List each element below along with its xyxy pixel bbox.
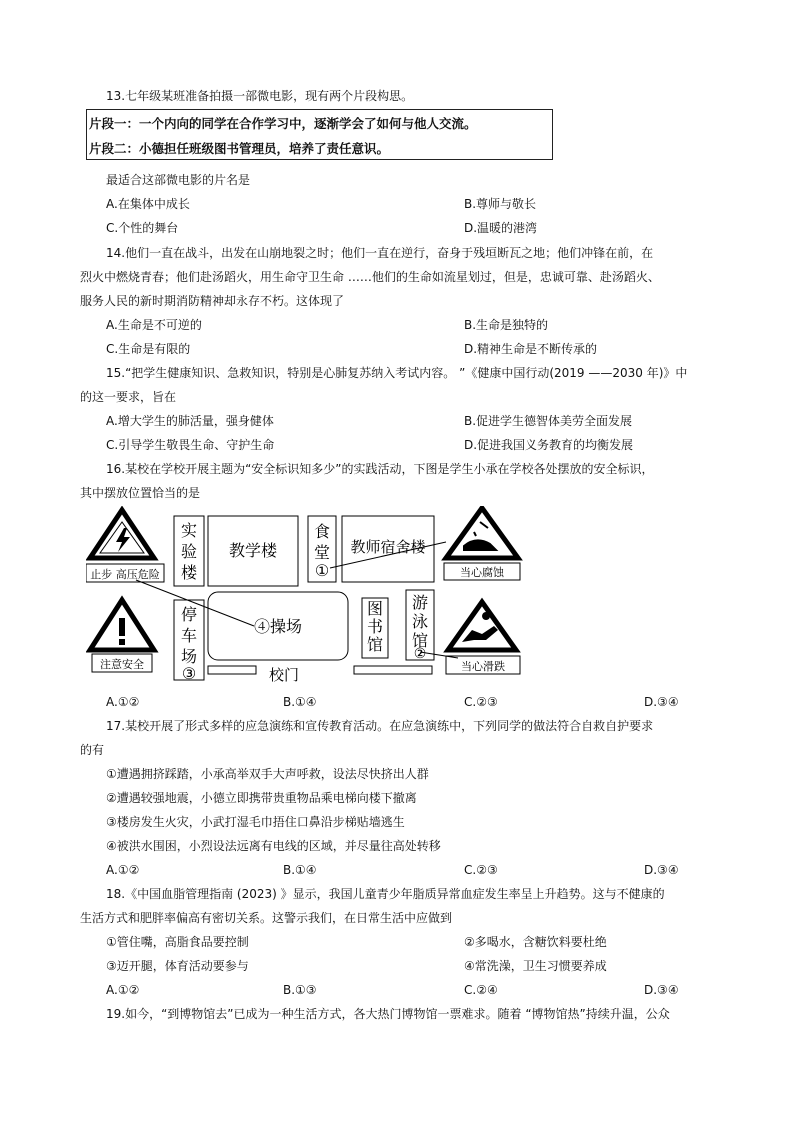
- sports-field: ④操场: [253, 617, 303, 636]
- building-library-1: 图: [366, 599, 384, 618]
- q14-line-2: 烈火中燃烧青春；他们赴汤蹈火，用生命守卫生命 ……他们的生命如流星划过，但是，忠诚可靠、赴汤蹈火、: [80, 270, 660, 284]
- q13-option-a[interactable]: A.在集体中成长: [106, 197, 190, 211]
- q15-line-1: 15.“把学生健康知识、急救知识，特别是心肺复苏纳入考试内容。 ”《健康中国行动(2019 ——2030 年)》中: [106, 366, 688, 380]
- building-parking-1: 停: [180, 605, 198, 624]
- marker-3: ③: [181, 664, 197, 683]
- q15-option-c[interactable]: C.引导学生敬畏生命、守护生命: [106, 438, 275, 452]
- q13-fragment-box: [86, 109, 553, 160]
- q17-item-1: ①遭遇拥挤踩踏，小承高举双手大声呼救，设法尽快挤出人群: [106, 767, 429, 781]
- q13-option-d[interactable]: D.温暖的港湾: [464, 221, 538, 235]
- q17-option-d[interactable]: D.③④: [644, 863, 679, 877]
- q16-option-b[interactable]: B.①④: [283, 695, 317, 709]
- q14-option-d[interactable]: D.精神生命是不断传承的: [464, 342, 598, 356]
- building-pool-2: 泳: [411, 612, 429, 631]
- q16-option-d[interactable]: D.③④: [644, 695, 679, 709]
- sign-slippery: [446, 602, 520, 674]
- q15-line-2: 的这一要求，旨在: [80, 390, 177, 404]
- q13-fragment-1: 片段一：一个内向的同学在合作学习中，逐渐学会了如何与他人交流。: [89, 116, 477, 131]
- q18-line-1: 18.《中国血脂管理指南 (2023) 》显示，我国儿童青少年脂质异常血症发生率呈上升趋势。这与不健康的: [106, 887, 665, 901]
- sign-caution-label: 注意安全: [100, 658, 144, 671]
- sign-high-voltage: [86, 510, 164, 582]
- q15-option-d[interactable]: D.促进我国义务教育的均衡发展: [464, 438, 634, 452]
- q18-option-d[interactable]: D.③④: [644, 983, 679, 997]
- q18-item-3: ③迈开腿，体育活动要参与: [106, 959, 249, 973]
- q14-option-b[interactable]: B.生命是独特的: [464, 318, 549, 332]
- exclamation-icon: [119, 618, 125, 636]
- q13-ask: 最适合这部微电影的片名是: [106, 173, 251, 187]
- q16-option-a[interactable]: A.①②: [106, 695, 140, 709]
- building-teacher-dorm: 教师宿舍楼: [350, 538, 426, 556]
- building-library-3: 馆: [366, 635, 384, 654]
- q19-line-1: 19.如今，“到博物馆去”已成为一种生活方式，各大热门博物馆一票难求。随着 “博物馆热”持续升温，公众: [106, 1007, 670, 1021]
- marker-1: ①: [314, 561, 330, 580]
- q18-item-1: ①管住嘴，高脂食品要控制: [106, 935, 249, 949]
- q18-option-a[interactable]: A.①②: [106, 983, 140, 997]
- q14-option-c[interactable]: C.生命是有限的: [106, 342, 191, 356]
- q17-item-4: ④被洪水围困，小烈设法远离有电线的区域，并尽量往高处转移: [106, 839, 441, 853]
- q17-option-b[interactable]: B.①④: [283, 863, 317, 877]
- sign-corrosion: [444, 508, 520, 580]
- q15-option-a[interactable]: A.增大学生的肺活量，强身健体: [106, 414, 274, 428]
- q16-line-2: 其中摆放位置恰当的是: [80, 486, 201, 500]
- sign-caution: [90, 600, 154, 672]
- sign-corrosion-label: 当心腐蚀: [460, 566, 504, 579]
- building-library-2: 书: [366, 617, 384, 636]
- q17-line-2: 的有: [80, 743, 105, 757]
- q13-option-b[interactable]: B.尊师与敬长: [464, 197, 537, 211]
- q16-line-1: 16.某校在学校开展主题为“安全标识知多少”的实践活动，下图是学生小承在学校各处摆放的安全标识，: [106, 462, 654, 476]
- q17-item-2: ②遭遇较强地震，小德立即携带贵重物品乘电梯向楼下撤离: [106, 791, 417, 805]
- building-pool-1: 游: [411, 593, 429, 612]
- q18-option-b[interactable]: B.①③: [283, 983, 317, 997]
- sign-high-voltage-label: 止步 高压危险: [90, 568, 160, 581]
- building-canteen-1: 食: [313, 522, 331, 541]
- q18-item-2: ②多喝水，含糖饮料要杜绝: [464, 935, 607, 949]
- q16-option-c[interactable]: C.②③: [464, 695, 498, 709]
- building-parking-2: 车: [180, 626, 198, 645]
- campus-safety-map: [86, 506, 526, 688]
- q13-option-c[interactable]: C.个性的舞台: [106, 221, 179, 235]
- q18-line-2: 生活方式和肥胖率偏高有密切关系。这警示我们，在日常生活中应做到: [80, 911, 453, 925]
- building-lab-1: 实: [180, 521, 198, 540]
- q18-option-c[interactable]: C.②④: [464, 983, 498, 997]
- q13-fragment-2: 片段二：小德担任班级图书管理员，培养了责任意识。: [89, 141, 390, 156]
- marker-2: ②: [413, 646, 427, 662]
- q15-option-b[interactable]: B.促进学生德智体美劳全面发展: [464, 414, 633, 428]
- sign-slippery-label: 当心滑跌: [461, 660, 505, 673]
- q17-option-c[interactable]: C.②③: [464, 863, 498, 877]
- building-pool-3: 馆: [411, 631, 429, 650]
- q17-line-1: 17.某校开展了形式多样的应急演练和宣传教育活动。在应急演练中，下列同学的做法符合自救自护要求: [106, 719, 654, 733]
- q13-stem: 13.七年级某班准备拍摄一部微电影，现有两个片段构思。: [106, 89, 414, 103]
- q14-line-1: 14.他们一直在战斗，出发在山崩地裂之时；他们一直在逆行，奋身于残垣断瓦之地；他们冲锋在前，在: [106, 246, 654, 260]
- building-parking-3: 场: [180, 647, 198, 666]
- building-teaching: 教学楼: [228, 541, 278, 560]
- school-gate: 校门: [268, 666, 300, 684]
- q14-option-a[interactable]: A.生命是不可逆的: [106, 318, 202, 332]
- building-lab-3: 楼: [180, 563, 198, 582]
- q17-option-a[interactable]: A.①②: [106, 863, 140, 877]
- building-canteen-2: 堂: [313, 543, 331, 562]
- q14-line-3: 服务人民的新时期消防精神却永存不朽。这体现了: [80, 294, 345, 308]
- building-lab-2: 验: [180, 542, 198, 561]
- q17-item-3: ③楼房发生火灾，小武打湿毛巾捂住口鼻沿步梯贴墙逃生: [106, 815, 405, 829]
- q18-item-4: ④常洗澡，卫生习惯要养成: [464, 959, 607, 973]
